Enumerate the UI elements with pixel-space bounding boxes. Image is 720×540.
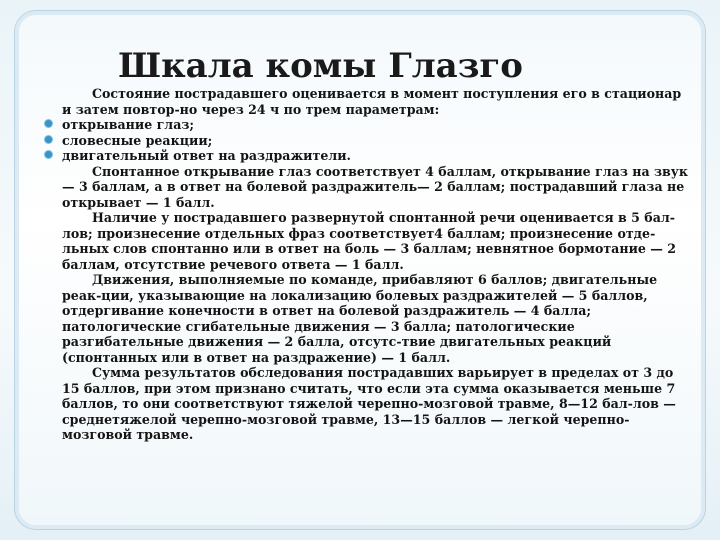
list-item-text: открывание глаз; [62, 117, 195, 132]
score-summary-paragraph: Сумма результатов обследования пострадавших варьирует в пределах от 3 до 15 баллов, при этом признано считать, что если эта сумма оказывается меньше 7 баллов, то они соответствуют тяжелой черепно-мозговой травме, 8—12 бал-лов — среднетяжелой черепно-мозговой травме, 13—15 баллов — легкой черепно-мозговой травме. [62, 365, 676, 442]
verbal-response-paragraph: Наличие у пострадавшего развернутой спонтанной речи оценивается в 5 бал-лов; произнесение отдельных фраз соответствует4 баллам; произнесение отде-льных слов спонтанно или в ответ на боль — 3 баллам; невнятное бормотание — 2 баллам, отсутствие речевого ответа — 1 балл. [62, 210, 677, 272]
list-item-text: словесные реакции; [62, 132, 213, 148]
eye-opening-paragraph: Спонтанное открывание глаз соответствует 4 баллам, открывание глаз на звук— 3 баллам, а в ответ на болевой раздражитель— 2 баллам; пострадавший глаза не открывает — 1 балл. [62, 163, 688, 210]
list-item [62, 133, 690, 149]
intro-paragraph: Состояние пострадавшего оценивается в момент поступления его в стационар и затем повтор-но через 24 ч по трем параметрам: [62, 86, 682, 117]
list-item [62, 117, 690, 133]
slide-content [62, 86, 690, 443]
bullet-dot-icon [45, 136, 52, 143]
bullet-dot-icon [45, 120, 52, 127]
list-item [62, 148, 690, 164]
parameter-list [62, 117, 690, 164]
slide-title: Шкала комы Глазго [118, 46, 523, 86]
motor-response-paragraph: Движения, выполняемые по команде, прибавляют 6 баллов; двигательные реак-ции, указывающие на локализацию болевых раздражителей — 5 баллов, отдергивание конечности в ответ на болевой раздражитель — 4 балла; патологические сгибательные движения — 3 балла; патологические разгибательные движения — 2 балла, отсутс-твие двигательных реакций (спонтанных или в ответ на раздражение) — 1 балл. [62, 272, 658, 365]
list-item-text: двигательный ответ на раздражители. [62, 148, 351, 163]
bullet-dot-icon [45, 151, 52, 158]
